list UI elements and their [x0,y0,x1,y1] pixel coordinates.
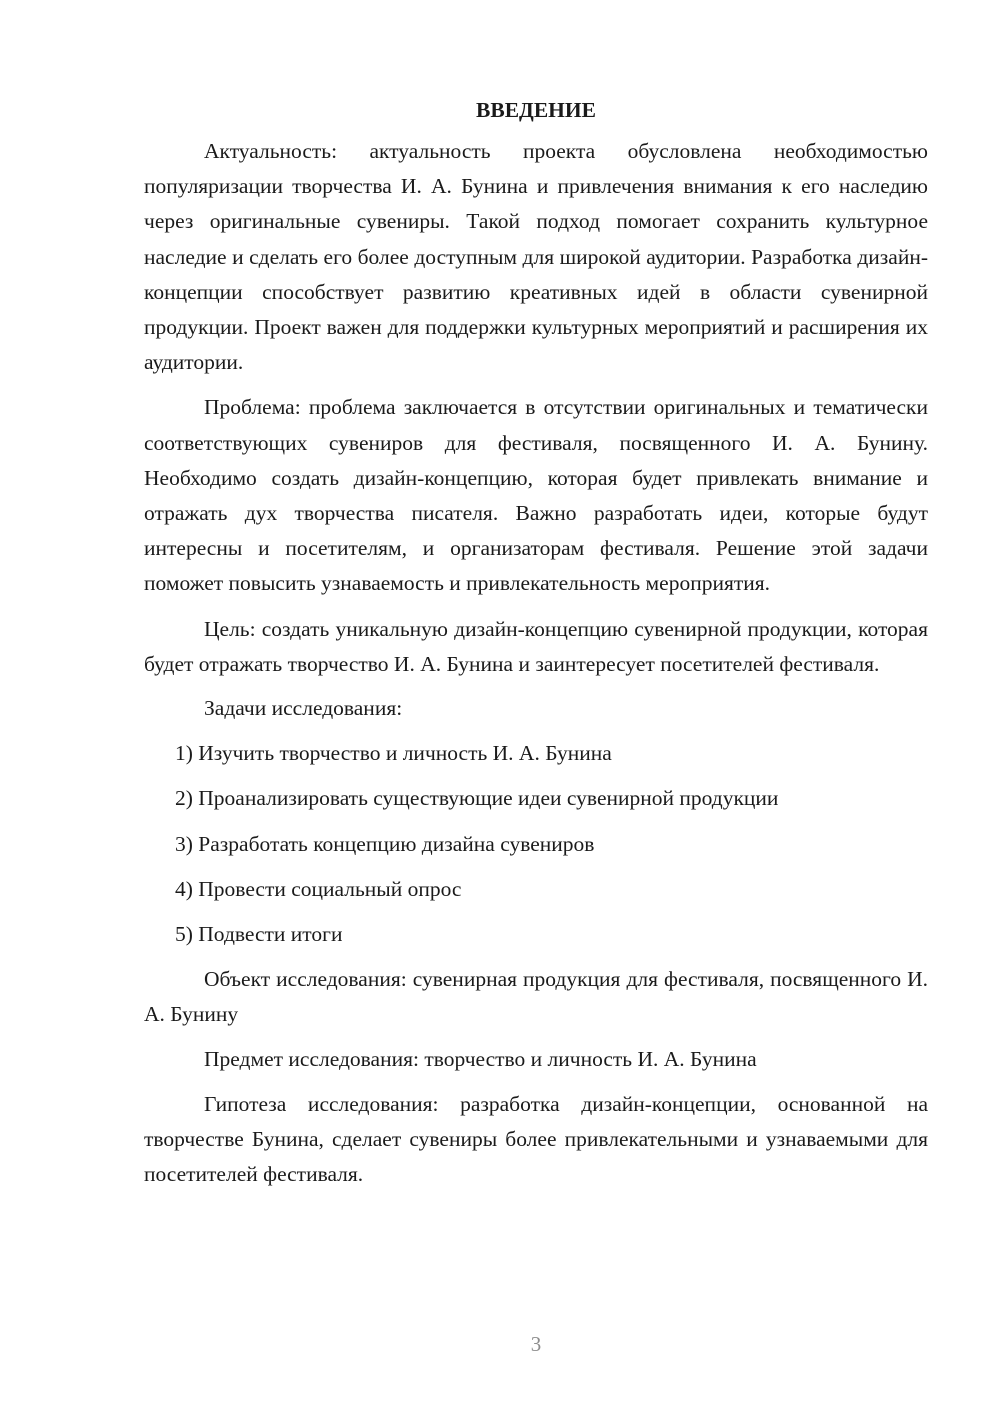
paragraph-problem: Проблема: проблема заключается в отсутствии оригинальных и тематически соответствующих сувениров для фестиваля, посвященного И. А. Бунину. Необходимо создать дизайн-концепцию, которая будет привлекать внимание и отражать дух творчества писателя. Важно разработать идеи, которые будут интересны и посетителям, и организаторам фестиваля. Решение этой задачи поможет повысить узнаваемость и привлекательность мероприятия. [144,395,928,596]
tasks-heading: Задачи исследования: [204,696,403,721]
paragraph-hypothesis: Гипотеза исследования: разработка дизайн-концепции, основанной на творчестве Бунина, сделает сувениры более привлекательными и узнаваемыми для посетителей фестиваля. [144,1091,928,1187]
list-item: 4) Провести социальный опрос [175,876,462,901]
paragraph-relevance: Актуальность: актуальность проекта обусловлена необходимостью популяризации творчества И. А. Бунина и привлечения внимания к его наследию через оригинальные сувениры. Такой подход помогает сохранить культурное наследие и сделать его более доступным для широкой аудитории. Разработка дизайн-концепции способствует развитию креативных идей в области сувенирной продукции. Проект важен для поддержки культурных мероприятий и расширения их аудитории. [144,139,928,375]
document-page [144,92,928,1192]
page-number: 3 [530,1332,542,1356]
list-item: 2) Проанализировать существующие идеи сувенирной продукции [175,786,779,811]
list-item: 3) Разработать концепцию дизайна сувениров [175,831,595,856]
task-list [144,736,928,952]
list-item: 5) Подвести итоги [175,922,343,947]
paragraph-goal: Цель: создать уникальную дизайн-концепцию сувенирной продукции, которая будет отражать творчество И. А. Бунина и заинтересует посетителей фестиваля. [144,616,928,676]
document-title: ВВЕДЕНИЕ [476,98,596,122]
list-item: 1) Изучить творчество и личность И. А. Бунина [175,741,612,766]
paragraph-object: Объект исследования: сувенирная продукция для фестиваля, посвященного И. А. Бунину [144,967,928,1027]
paragraph-subject: Предмет исследования: творчество и личность И. А. Бунина [204,1046,757,1071]
